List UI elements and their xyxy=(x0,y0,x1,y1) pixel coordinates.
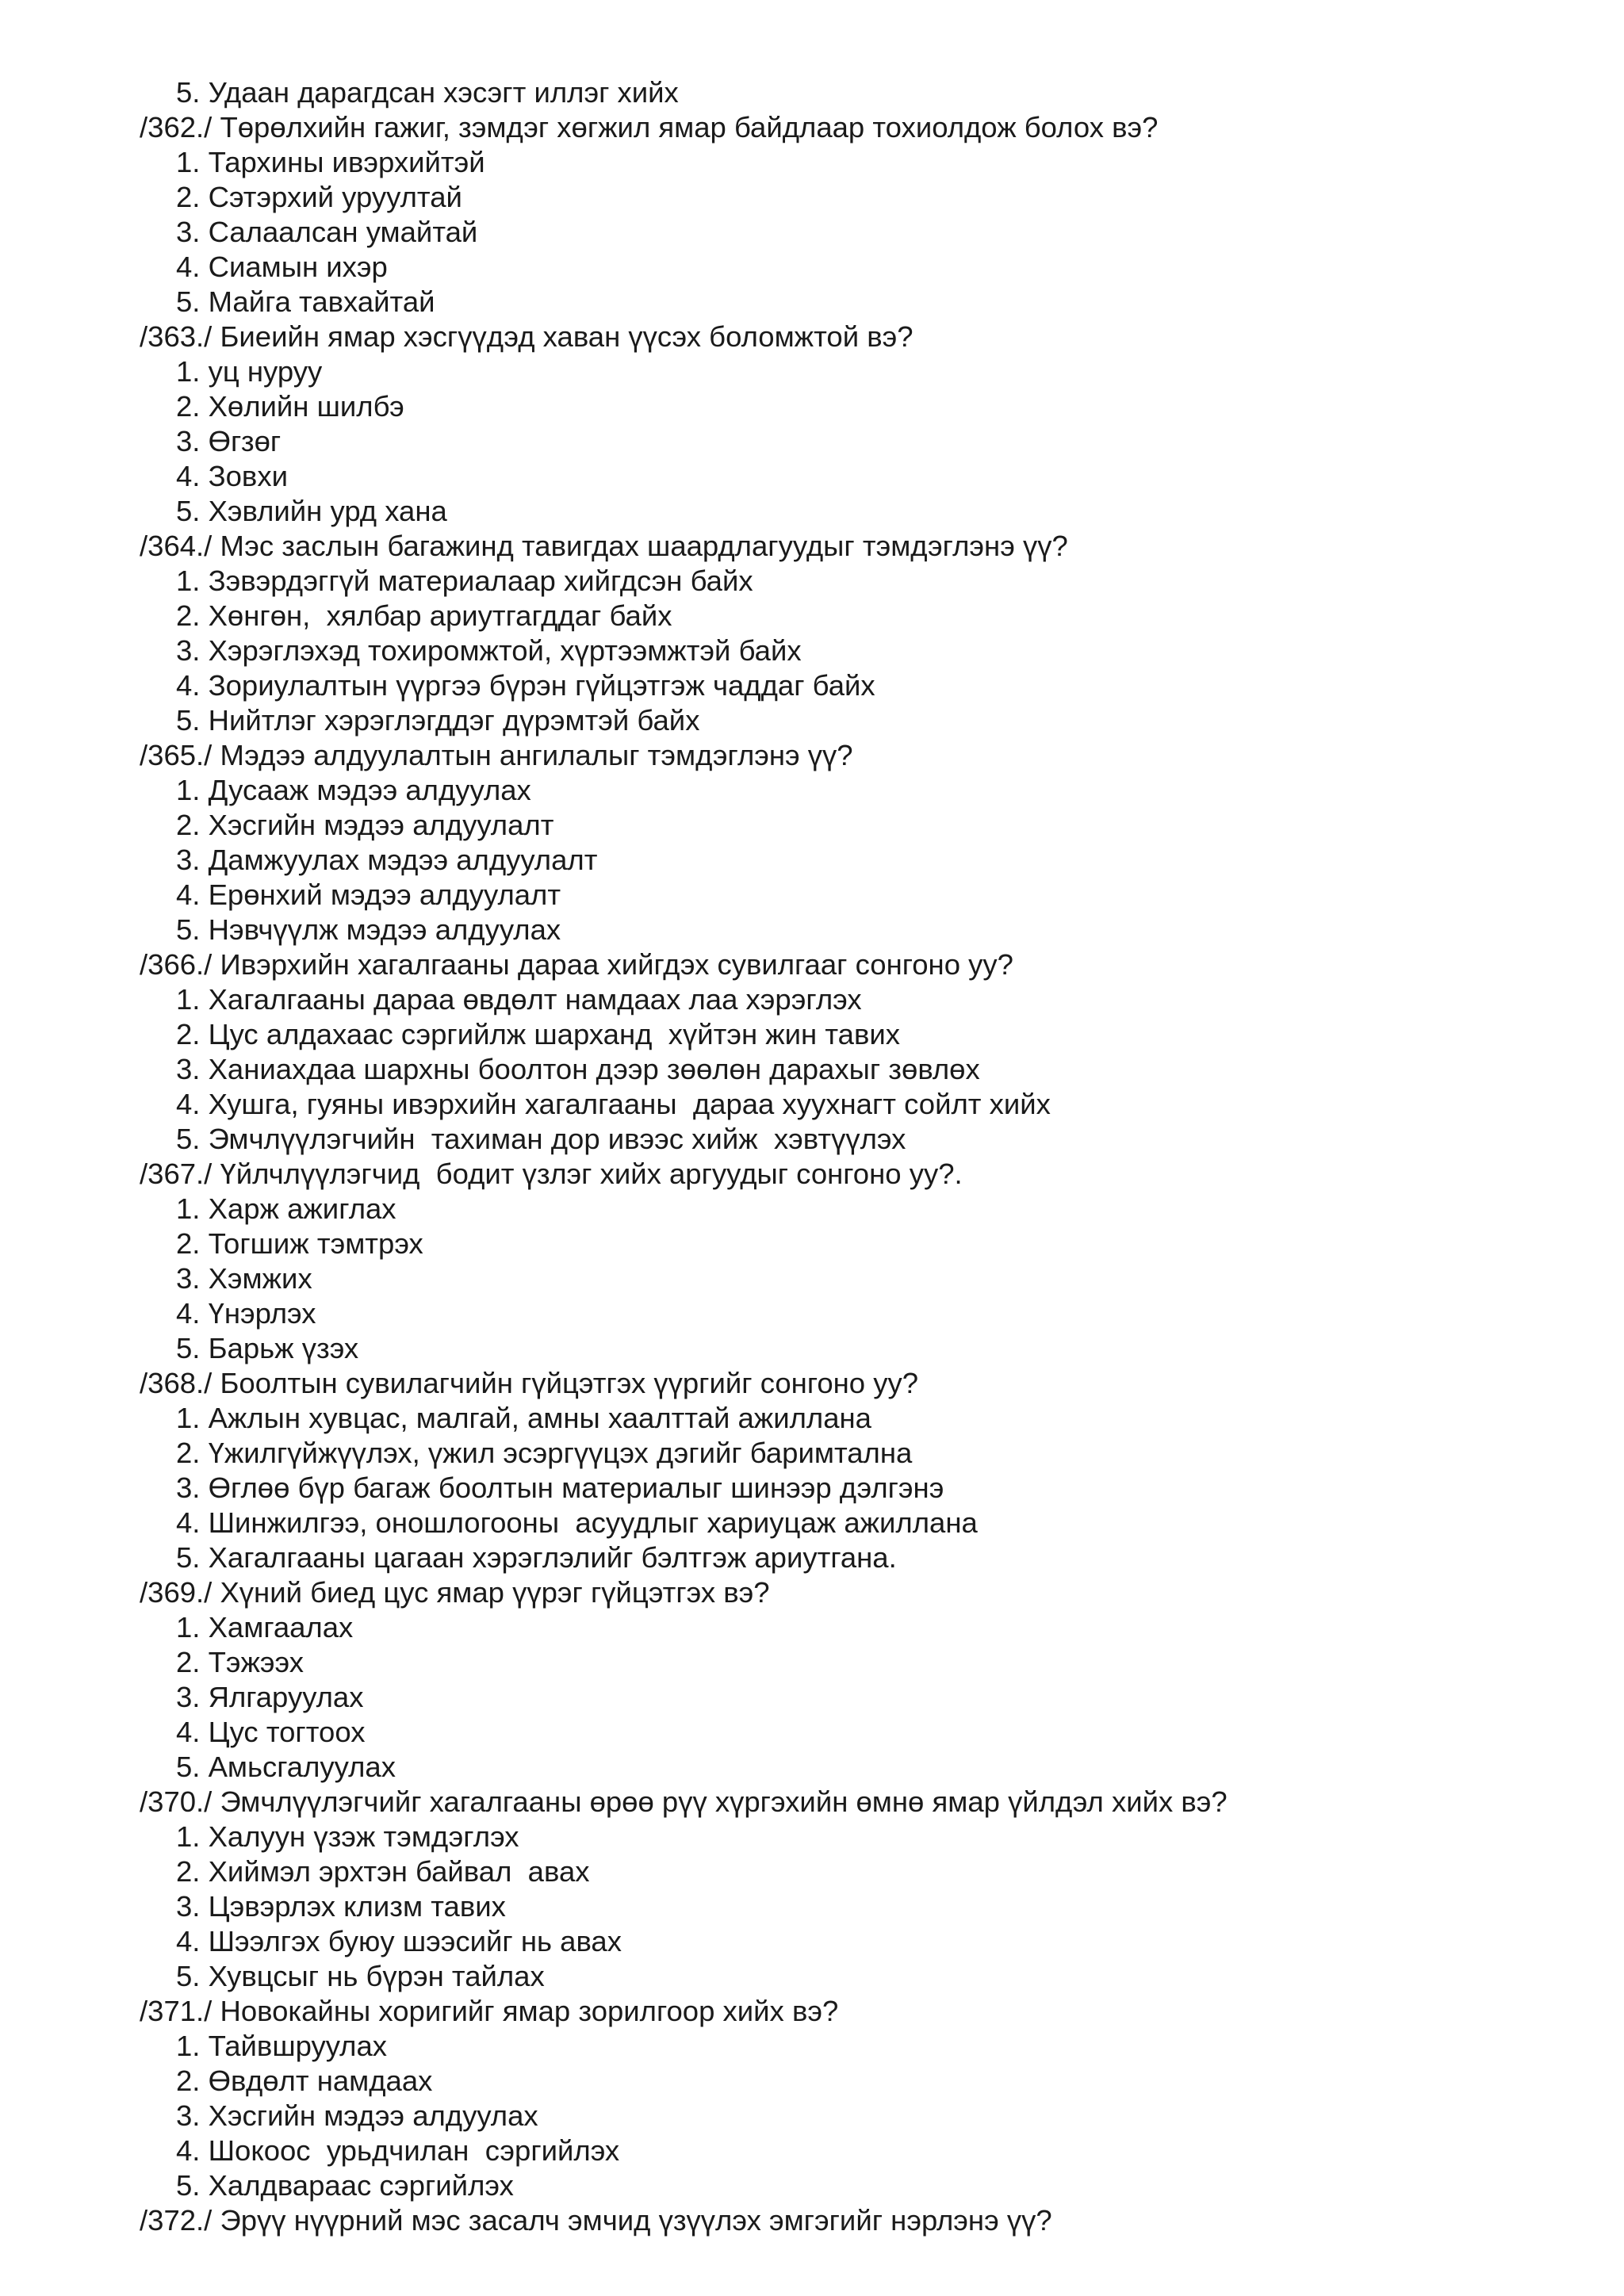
question-text: /372./ Эрүү нүүрний мэс засалч эмчид үзүүлэх эмгэгийг нэрлэнэ үү? xyxy=(140,2204,1052,2237)
answer-option: 3. Өглөө бүр багаж боолтын материалыг шинээр дэлгэнэ xyxy=(176,1471,944,1504)
answer-option: 2. Тэжээх xyxy=(176,1646,304,1678)
answer-option: 4. Зовхи xyxy=(176,460,288,492)
answer-option: 4. Шокоос урьдчилан сэргийлэх xyxy=(176,2134,620,2167)
answer-option: 2. Хөлийн шилбэ xyxy=(176,390,404,423)
answer-option: 5. Барьж үзэх xyxy=(176,1332,359,1364)
question-text: /363./ Биеийн ямар хэсгүүдэд хаван үүсэх боломжтой вэ? xyxy=(140,320,914,353)
answer-option: 1. Тархины ивэрхийтэй xyxy=(176,146,485,178)
answer-option: 4. Зориулалтын үүргээ бүрэн гүйцэтгэж чаддаг байх xyxy=(176,669,875,702)
answer-option: 1. Тайвшруулах xyxy=(176,2030,388,2062)
answer-option: 1. Зэвэрдэггүй материалаар хийгдсэн байх xyxy=(176,564,753,597)
question-text: /369./ Хүний биед цус ямар үүрэг гүйцэтгэх вэ? xyxy=(140,1576,770,1609)
answer-option: 2. Үжилгүйжүүлэх, үжил эсэргүүцэх дэгийг баримтална xyxy=(176,1437,913,1469)
answer-option: 1. Хагалгааны дараа өвдөлт намдаах лаа хэрэглэх xyxy=(176,983,862,1016)
answer-option: 4. Цус тогтоох xyxy=(176,1716,366,1748)
answer-option: 4. Ерөнхий мэдээ алдуулалт xyxy=(176,878,561,911)
answer-option: 1. Хамгаалах xyxy=(176,1611,354,1644)
answer-option: 1. Харж ажиглах xyxy=(176,1192,396,1225)
question-text: /365./ Мэдээ алдуулалтын ангилалыг тэмдэглэнэ үү? xyxy=(140,739,853,771)
answer-option: 3. Хэрэглэхэд тохиромжтой, хүртээмжтэй байх xyxy=(176,634,802,667)
answer-option: 5. Халдвараас сэргийлэх xyxy=(176,2169,514,2202)
question-list xyxy=(140,75,1583,2238)
answer-option: 3. Өгзөг xyxy=(176,425,282,457)
answer-option: 4. Үнэрлэх xyxy=(176,1297,316,1330)
answer-option: 2. Цус алдахаас сэргийлж шарханд хүйтэн жин тавих xyxy=(176,1018,900,1050)
answer-option: 3. Ханиахдаа шархны боолтон дээр зөөлөн дарахыг зөвлөх xyxy=(176,1053,980,1085)
question-text: /366./ Ивэрхийн хагалгааны дараа хийгдэх сувилгааг сонгоно уу? xyxy=(140,948,1013,981)
answer-option: 5. Нэвчүүлж мэдээ алдуулах xyxy=(176,913,561,946)
question-text: /362./ Төрөлхийн гажиг, зэмдэг хөгжил ямар байдлаар тохиолдож болох вэ? xyxy=(140,111,1159,144)
answer-option: 3. Ялгаруулах xyxy=(176,1681,364,1713)
answer-option: 3. Хэмжих xyxy=(176,1262,312,1295)
answer-option: 3. Салаалсан умайтай xyxy=(176,216,478,248)
answer-option: 2. Сэтэрхий уруултай xyxy=(176,181,462,213)
answer-option: 1. Халуун үзэж тэмдэглэх xyxy=(176,1820,519,1853)
answer-option: 2. Өвдөлт намдаах xyxy=(176,2064,433,2097)
question-text: /371./ Новокайны хоригийг ямар зорилгоор хийх вэ? xyxy=(140,1995,839,2027)
answer-option: 1. Дусааж мэдээ алдуулах xyxy=(176,774,531,806)
answer-option: 2. Хэсгийн мэдээ алдуулалт xyxy=(176,809,554,841)
question-text: /370./ Эмчлүүлэгчийг хагалгааны өрөө рүү хүргэхийн өмнө ямар үйлдэл хийх вэ? xyxy=(140,1785,1228,1818)
answer-option: 2. Тогшиж тэмтрэх xyxy=(176,1227,423,1260)
answer-option: 5. Хувцсыг нь бүрэн тайлах xyxy=(176,1960,545,1992)
answer-option: 2. Хөнгөн, хялбар ариутгагддаг байх xyxy=(176,599,672,632)
answer-option: 3. Цэвэрлэх клизм тавих xyxy=(176,1890,506,1923)
answer-option: 5. Хагалгааны цагаан хэрэглэлийг бэлтгэж ариутгана. xyxy=(176,1541,897,1574)
answer-option: 5. Эмчлүүлэгчийн тахиман дор ивээс хийж хэвтүүлэх xyxy=(176,1123,906,1155)
answer-option: 1. уц нуруу xyxy=(176,355,323,388)
question-text: /368./ Боолтын сувилагчийн гүйцэтгэх үүргийг сонгоно уу? xyxy=(140,1367,919,1399)
question-text: /367./ Үйлчлүүлэгчид бодит үзлэг хийх аргуудыг сонгоно уу?. xyxy=(140,1158,963,1190)
question-text: /364./ Мэс заслын багажинд тавигдах шаардлагуудыг тэмдэглэнэ үү? xyxy=(140,530,1068,562)
answer-option: 5. Амьсгалуулах xyxy=(176,1751,396,1783)
answer-option: 5. Удаан дарагдсан хэсэгт иллэг хийх xyxy=(176,76,679,109)
answer-option: 5. Нийтлэг хэрэглэгддэг дүрэмтэй байх xyxy=(176,704,700,737)
answer-option: 5. Хэвлийн урд хана xyxy=(176,495,447,527)
answer-option: 2. Хиймэл эрхтэн байвал авах xyxy=(176,1855,590,1888)
answer-option: 5. Майга тавхайтай xyxy=(176,285,435,318)
answer-option: 4. Хушга, гуяны ивэрхийн хагалгааны дараа хуухнагт сойлт хийх xyxy=(176,1088,1051,1120)
answer-option: 4. Шинжилгээ, оношлогооны асуудлыг хариуцаж ажиллана xyxy=(176,1506,978,1539)
answer-option: 3. Хэсгийн мэдээ алдуулах xyxy=(176,2099,538,2132)
answer-option: 3. Дамжуулах мэдээ алдуулалт xyxy=(176,844,598,876)
answer-option: 1. Ажлын хувцас, малгай, амны хаалттай ажиллана xyxy=(176,1402,871,1434)
answer-option: 4. Шээлгэх буюу шээсийг нь авах xyxy=(176,1925,622,1957)
answer-option: 4. Сиамын ихэр xyxy=(176,251,388,283)
